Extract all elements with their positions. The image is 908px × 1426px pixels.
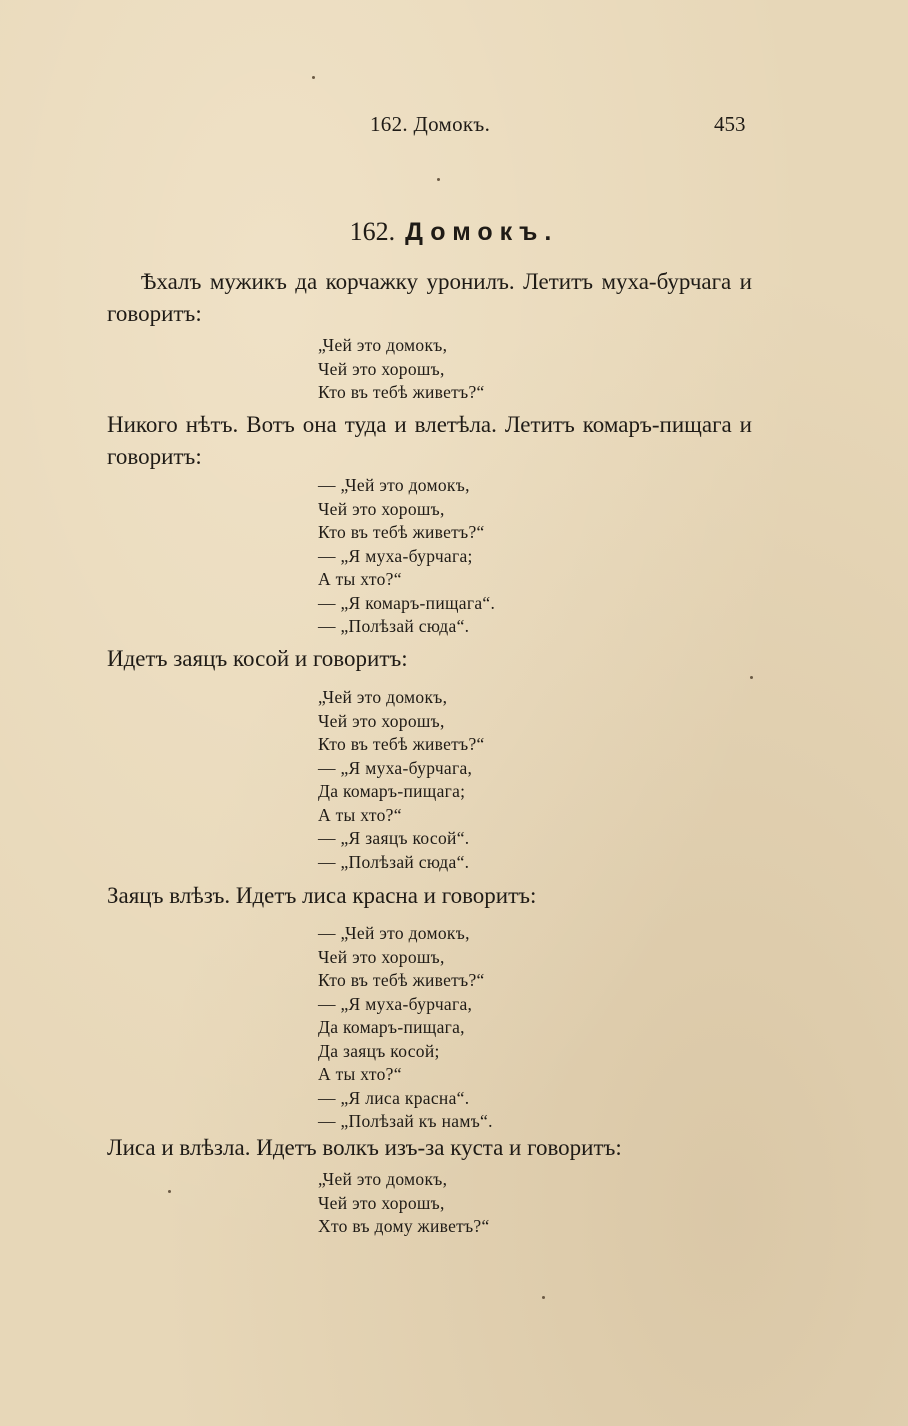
verse-line: — „Я лиса красна“. [318,1087,470,1108]
verse-line: А ты хто?“ [318,1064,402,1084]
verse-5 [318,1168,738,1239]
verse-line: Чей это хорошъ, [318,498,445,519]
page-number: 453 [714,112,746,136]
verse-line: — „Полѣзай сюда“. [318,616,470,636]
verse-line: — „Я муха-бурчага, [318,757,473,778]
verse-4 [318,922,738,1134]
verse-line: — „Полѣзай сюда“. [318,851,470,872]
verse-line: — „Чей это домокъ, [318,923,470,943]
paragraph-4: Заяцъ влѣзъ. Идетъ лиса красна и говоритъ: [107,883,537,908]
verse-line: „Чей это домокъ, [318,335,448,355]
paper-speck [750,676,753,679]
verse-line: — „Чей это домокъ, [318,475,470,495]
verse-3 [318,686,738,874]
verse-line: Кто въ тебѣ живетъ?“ [318,970,485,990]
verse-2 [318,474,738,639]
paragraph-2: Никого нѣтъ. Вотъ она туда и влетѣла. Летитъ комаръ-пищага и говоритъ: [107,412,752,469]
story-name: Домокъ. [405,218,559,246]
verse-line: „Чей это домокъ, [318,687,448,707]
verse-line: — „Полѣзай къ намъ“. [318,1111,493,1131]
verse-line: Чей это хорошъ, [318,946,445,967]
story-number: 162. [349,217,396,246]
verse-line: Да комаръ-пищага, [318,1017,465,1037]
verse-1 [318,334,738,405]
verse-line: А ты хто?“ [318,569,402,589]
verse-line: Кто въ тебѣ живетъ?“ [318,734,485,754]
paragraph-1: Ѣхалъ мужикъ да корчажку уронилъ. Летитъ муха-бурчага и говоритъ: [107,269,752,326]
paper-speck [437,178,440,181]
paper-speck [168,1190,171,1193]
paper-speck [312,76,315,79]
verse-line: — „Я муха-бурчага, [318,993,473,1014]
verse-line: Чей это хорошъ, [318,710,445,731]
verse-line: — „Я комаръ-пищага“. [318,592,496,613]
verse-line: Хто въ дому живетъ?“ [318,1216,490,1236]
paragraph-3: Идетъ заяцъ косой и говоритъ: [107,646,408,671]
running-head [0,112,908,142]
verse-line: Кто въ тебѣ живетъ?“ [318,382,485,402]
verse-line: „Чей это домокъ, [318,1169,448,1189]
running-head-title: 162. Домокъ. [370,112,491,136]
verse-line: — „Я муха-бурчага; [318,545,473,566]
paragraph-5: Лиса и влѣзла. Идетъ волкъ изъ-за куста и говоритъ: [107,1135,622,1160]
verse-line: Чей это хорошъ, [318,1192,445,1213]
verse-line: А ты хто?“ [318,804,402,825]
story-title [0,217,908,247]
verse-line: Чей это хорошъ, [318,358,445,379]
verse-line: Кто въ тебѣ живетъ?“ [318,522,485,542]
verse-line: Да заяцъ косой; [318,1040,440,1061]
verse-line: — „Я заяцъ косой“. [318,828,470,848]
verse-line: Да комаръ-пищага; [318,781,466,801]
paper-speck [542,1296,545,1299]
